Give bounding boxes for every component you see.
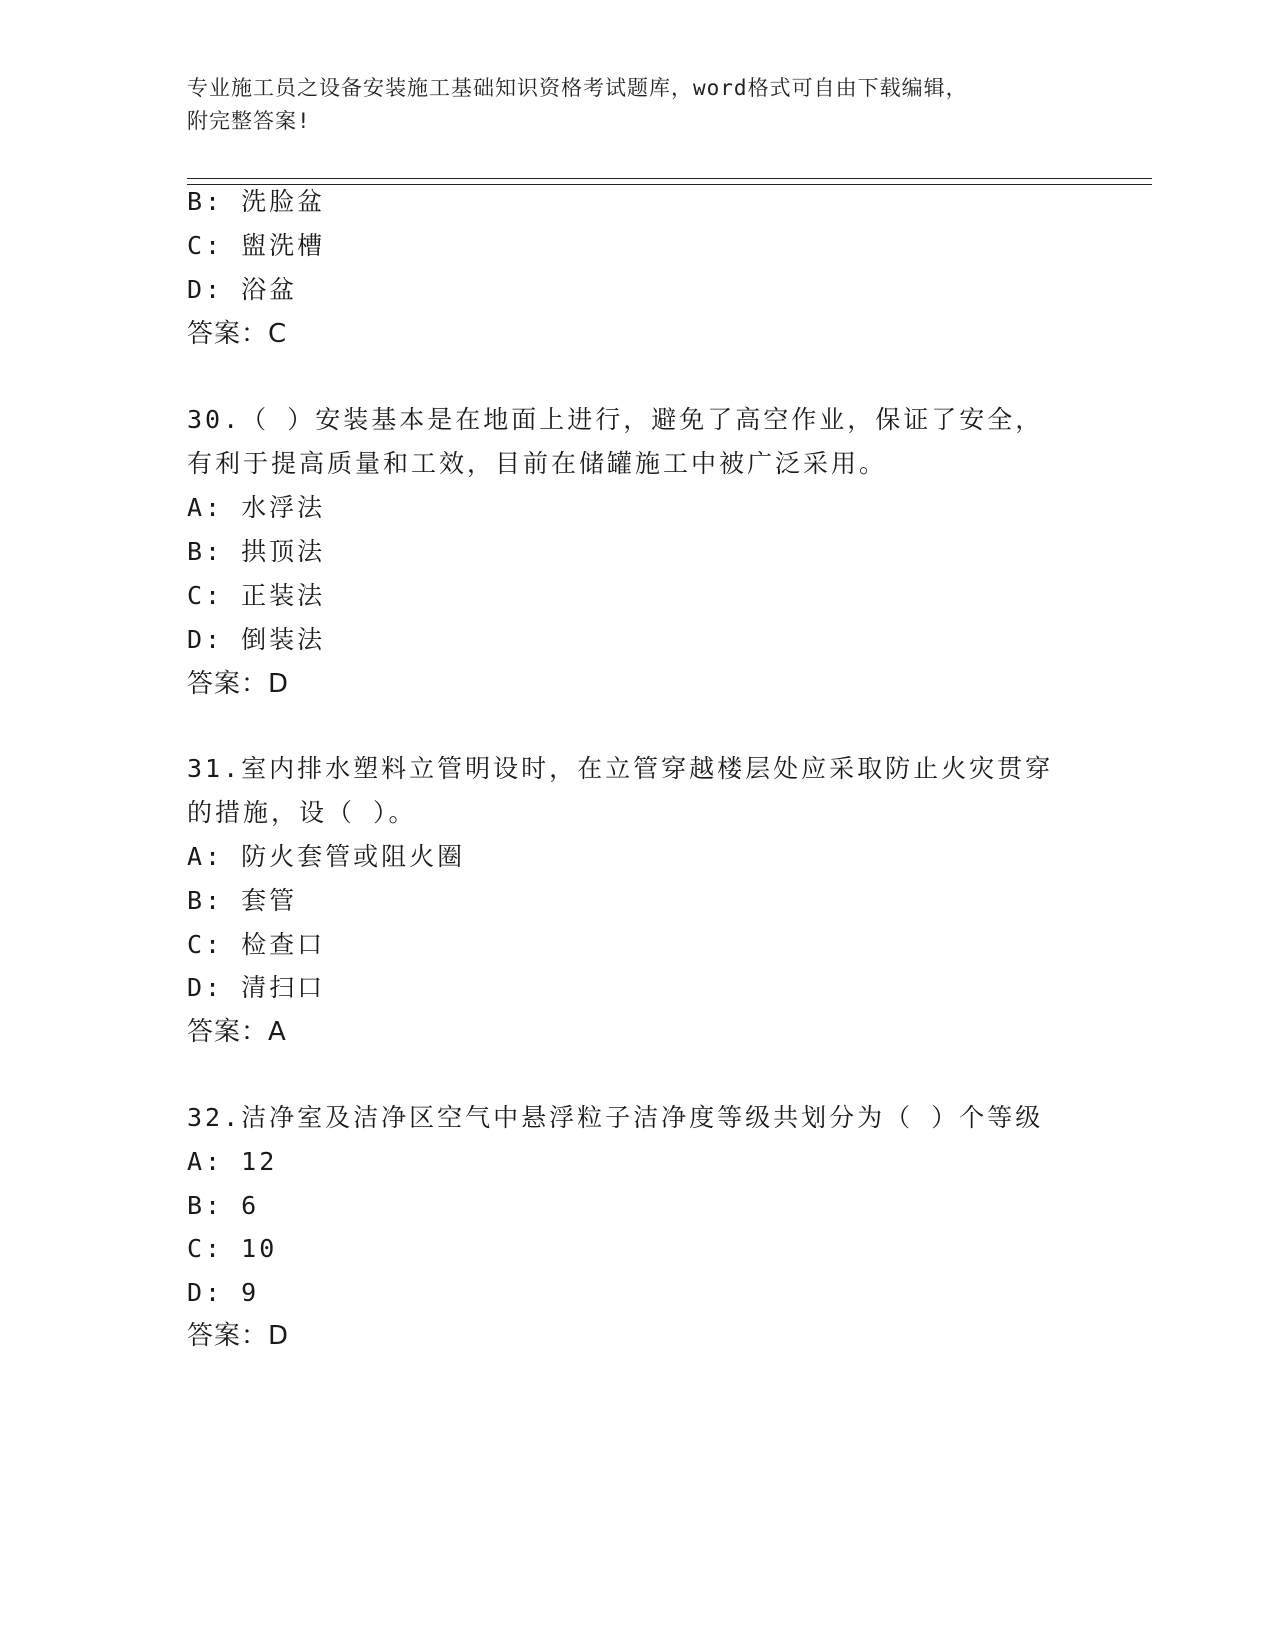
question-32-answer: 答案：D [187, 1321, 290, 1351]
document-header [187, 72, 1087, 138]
question-32-option-d: D: 9 [187, 1278, 260, 1307]
question-30-option-c: C: 正装法 [187, 581, 326, 610]
answer-line: 答案：C [187, 319, 288, 349]
question-30-option-b: B: 拱顶法 [187, 537, 326, 566]
question-31-option-c: C: 检查口 [187, 930, 326, 959]
header-divider [187, 178, 1152, 185]
question-32-option-a: A: 12 [187, 1147, 278, 1176]
question-32-option-c: C: 10 [187, 1234, 278, 1263]
header-title-line-2: 附完整答案! [187, 109, 311, 133]
question-30-option-d: D: 倒装法 [187, 625, 326, 654]
question-31-option-b: B: 套管 [187, 886, 298, 915]
question-30-stem-line-1: 30.（ ）安装基本是在地面上进行，避免了高空作业，保证了安全， [187, 405, 1044, 434]
question-32-option-b: B: 6 [187, 1191, 260, 1220]
question-31-option-a: A: 防火套管或阻火圈 [187, 842, 466, 871]
option-d: D: 浴盆 [187, 275, 298, 304]
question-31-stem-line-2: 的措施，设（ ）。 [187, 798, 417, 827]
option-c: C: 盥洗槽 [187, 231, 326, 260]
question-30-option-a: A: 水浮法 [187, 493, 326, 522]
question-30-answer: 答案：D [187, 669, 290, 699]
header-title-line-1: 专业施工员之设备安装施工基础知识资格考试题库，word格式可自由下载编辑， [187, 76, 968, 100]
question-32-stem-line-1: 32.洁净室及洁净区空气中悬浮粒子洁净度等级共划分为（ ）个等级 [187, 1103, 1044, 1132]
question-31-answer: 答案：A [187, 1017, 287, 1047]
question-31-stem-line-1: 31.室内排水塑料立管明设时，在立管穿越楼层处应采取防止火灾贯穿 [187, 754, 1054, 783]
question-31-option-d: D: 清扫口 [187, 973, 326, 1002]
option-b: B: 洗脸盆 [187, 187, 326, 216]
question-30-stem-line-2: 有利于提高质量和工效，目前在储罐施工中被广泛采用。 [187, 449, 888, 478]
